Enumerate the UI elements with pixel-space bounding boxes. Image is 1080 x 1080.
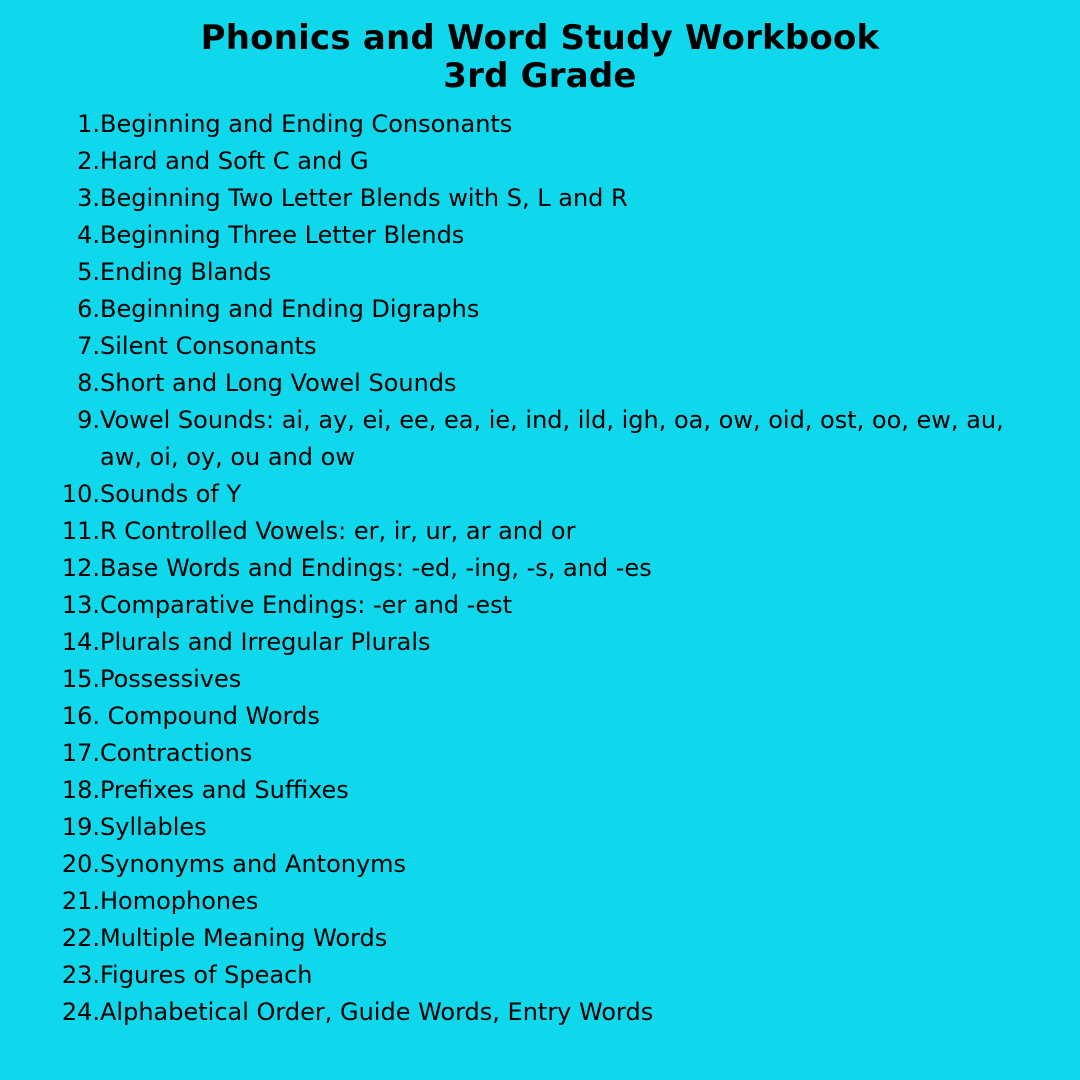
list-item-text: Alphabetical Order, Guide Words, Entry Words <box>100 998 654 1026</box>
list-item-number: 8. <box>77 369 100 397</box>
list-item <box>0 180 1080 217</box>
list-item <box>0 402 1080 439</box>
list-item-number: 21. <box>61 887 100 915</box>
list-item <box>0 957 1080 994</box>
list-item-number: 24. <box>61 998 100 1026</box>
list-item <box>0 106 1080 143</box>
list-item-number: 9. <box>77 406 100 434</box>
list-item-number: 17. <box>61 739 100 767</box>
list-item-text: Synonyms and Antonyms <box>100 850 407 878</box>
list-item <box>0 735 1080 772</box>
list-item-number: 22. <box>61 924 100 952</box>
list-item <box>0 698 1080 735</box>
list-item-number: 10. <box>61 480 100 508</box>
list-item <box>0 587 1080 624</box>
list-item-text: Prefixes and Suffixes <box>100 776 349 804</box>
list-item-number: 16. <box>61 702 100 730</box>
list-item-text-line-1: Vowel Sounds: ai, ay, ei, ee, ea, ie, ind, ild, igh, oa, ow, oid, ost, oo, ew, au, <box>100 406 1004 434</box>
list-item <box>0 772 1080 809</box>
list-item-text: Sounds of Y <box>100 480 242 508</box>
list-item <box>0 365 1080 402</box>
list-item-number: 4. <box>77 221 100 249</box>
list-item <box>0 291 1080 328</box>
list-item <box>0 624 1080 661</box>
list-item <box>0 994 1080 1031</box>
page-subtitle: 3rd Grade <box>443 56 637 96</box>
topic-list <box>0 106 1080 1031</box>
list-item-text-line-2: aw, oi, oy, ou and ow <box>100 443 355 471</box>
list-item <box>0 920 1080 957</box>
list-item-text: Syllables <box>100 813 207 841</box>
list-item-number: 23. <box>61 961 100 989</box>
list-item-text: Base Words and Endings: -ed, -ing, -s, and -es <box>100 554 652 582</box>
list-item-number: 1. <box>77 110 100 138</box>
list-item-number: 7. <box>77 332 100 360</box>
list-item-number: 15. <box>61 665 100 693</box>
list-item <box>0 476 1080 513</box>
list-item <box>0 328 1080 365</box>
list-item-number: 14. <box>61 628 100 656</box>
list-item-text: R Controlled Vowels: er, ir, ur, ar and or <box>100 517 576 545</box>
list-item-continuation <box>0 439 1080 476</box>
list-item-number: 12. <box>61 554 100 582</box>
list-item <box>0 883 1080 920</box>
list-item <box>0 550 1080 587</box>
page-title: Phonics and Word Study Workbook <box>200 18 880 58</box>
list-item <box>0 143 1080 180</box>
list-item-text: Beginning Three Letter Blends <box>100 221 465 249</box>
list-item <box>0 661 1080 698</box>
list-item-text <box>100 402 1035 439</box>
list-item-text: Comparative Endings: -er and -est <box>100 591 512 619</box>
list-item-text: Compound Words <box>100 702 320 730</box>
list-item-number: 6. <box>77 295 100 323</box>
list-item-text: Beginning Two Letter Blends with S, L and R <box>100 184 628 212</box>
list-item-number: 20. <box>61 850 100 878</box>
list-item-text: Multiple Meaning Words <box>100 924 388 952</box>
list-item-text: Contractions <box>100 739 253 767</box>
list-item-text: Plurals and Irregular Plurals <box>100 628 431 656</box>
list-item-text: Beginning and Ending Consonants <box>100 110 513 138</box>
list-item <box>0 513 1080 550</box>
list-item-number: 2. <box>77 147 100 175</box>
list-item-text: Ending Blands <box>100 258 272 286</box>
list-item-text: Homophones <box>100 887 259 915</box>
list-item-text: Figures of Speach <box>100 961 313 989</box>
list-item <box>0 846 1080 883</box>
list-item-number: 13. <box>61 591 100 619</box>
list-item <box>0 254 1080 291</box>
list-item-text: Short and Long Vowel Sounds <box>100 369 457 397</box>
list-item-number: 3. <box>77 184 100 212</box>
list-item <box>0 809 1080 846</box>
list-item-text: Hard and Soft C and G <box>100 147 369 175</box>
list-item <box>0 217 1080 254</box>
list-item-number: 18. <box>61 776 100 804</box>
list-item-number: 19. <box>61 813 100 841</box>
list-item-text: Beginning and Ending Digraphs <box>100 295 480 323</box>
list-item-number: 5. <box>77 258 100 286</box>
list-item-text: Silent Consonants <box>100 332 317 360</box>
list-item-number: 11. <box>61 517 100 545</box>
list-item-text: Possessives <box>100 665 242 693</box>
